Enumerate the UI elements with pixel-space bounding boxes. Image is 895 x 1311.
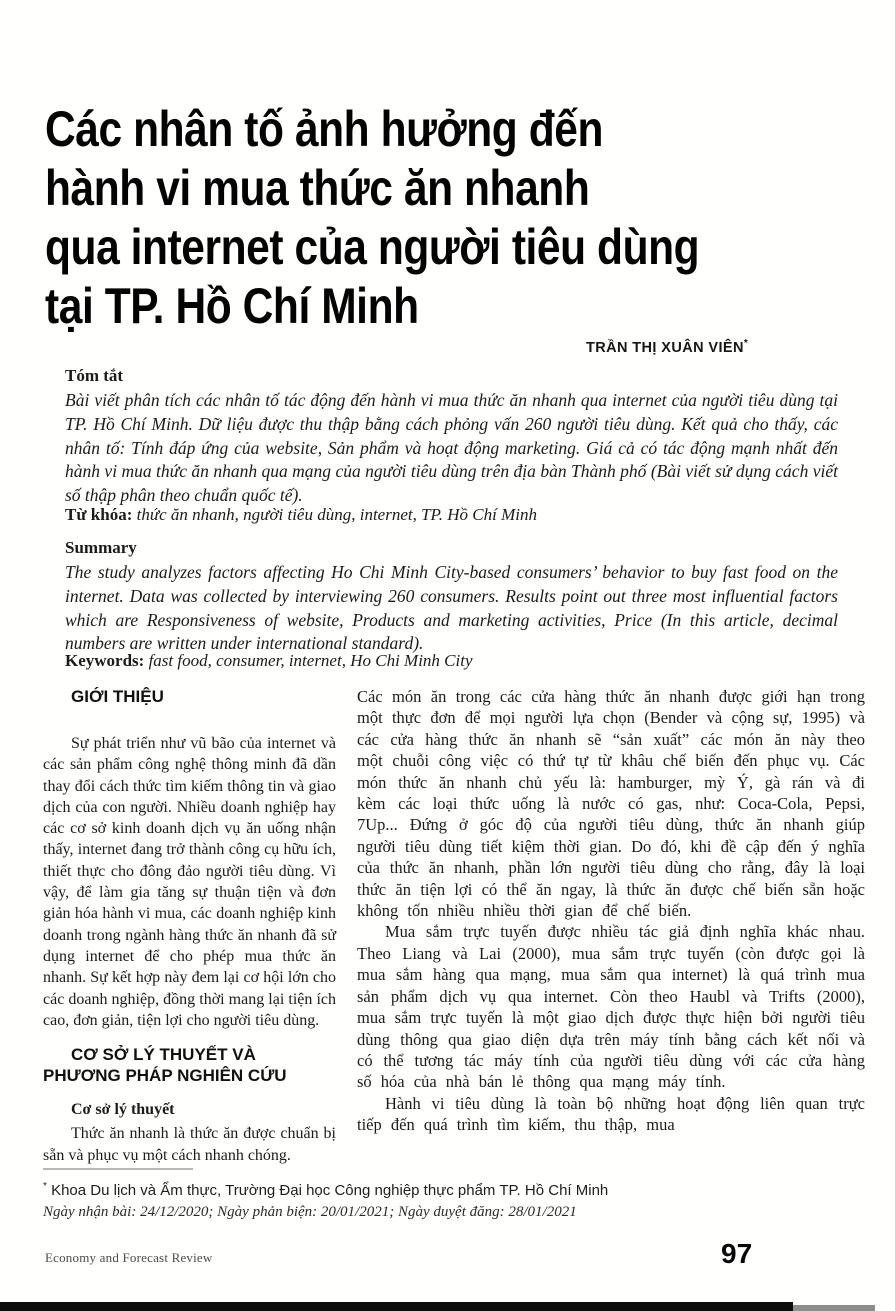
scan-edge-bar-light [793,1305,875,1311]
left-column [43,686,336,1166]
article-title [45,100,844,336]
title-line-3: qua internet của người tiêu dùng [45,219,700,275]
theory-paragraph: Thức ăn nhanh là thức ăn được chuẩn bị sẵn và phục vụ một cách nhanh chóng. [43,1125,336,1164]
summary-text: The study analyzes factors affecting Ho Chi Minh City-based consumers’ behavior to buy fast food on the internet. Data was collected by interviewing 260 consumers. Results point out three most influential factors which are Responsiveness of website, Products and marketing activities, Price (In this article, decimal numbers are written under international standard). [65,562,838,654]
keywords-vi-row [65,505,838,525]
keywords-en-text: fast food, consumer, internet, Ho Chi Minh City [148,651,473,670]
theory-methods-heading: CƠ SỞ LÝ THUYẾT VÀ PHƯƠNG PHÁP NGHIÊN CỨU [43,1045,287,1086]
intro-heading: GIỚI THIỆU [71,687,164,706]
abstract-label: Tóm tắt [65,366,124,385]
keywords-en-label: Keywords: [65,651,145,670]
paragraph-fastfood-definition: Các món ăn trong các cửa hàng thức ăn nhanh được giới hạn trong một thực đơn để mọi người lựa chọn (Bender và cộng sự, 1995) và các cửa hàng thức ăn nhanh sẽ “sản xuất” các món ăn này theo một chuỗi công việc có thứ tự từ khâu chế biến đến phục vụ. Các món thức ăn nhanh chủ yếu là: hamburger, mỳ Ý, gà rán và đi kèm các loại thức uống là nước có gas, như: Coca-Cola, Pepsi, 7Up... Đứng ở góc độ của người tiêu dùng, thức ăn nhanh giúp người tiêu dùng tiết kiệm thời gian. Do đó, khi đề cập đến ý nghĩa của thức ăn nhanh, phần lớn người tiêu dùng cho rằng, đây là loại thức ăn tiện lợi có thể ăn ngay, là thức ăn được chế biến sẵn hoặc không tốn nhiều nhiều thời gian để chế biến. [357,687,865,921]
footnote-dates: Ngày nhận bài: 24/12/2020; Ngày phản biện: 20/01/2021; Ngày duyệt đăng: 28/01/2021 [43,1204,577,1220]
intro-paragraph: Sự phát triển như vũ bão của internet và các sản phẩm công nghệ thông minh đã dần thay đổi cách thức tìm kiếm thông tin và giao dịch của con người. Nhiều doanh nghiệp hay các cơ sở kinh doanh dịch vụ ăn uống nhận thấy, internet đang trở thành công cụ hữu ích, thiết thực cho đông đảo người tiêu dùng. Vì vậy, để làm gia tăng sự thuận tiện và đơn giản hóa hành vi mua, các doanh nghiệp kinh doanh trong ngành hàng thức ăn nhanh đã sử dụng internet để cho phép mua thức ăn nhanh. Sự kết hợp này đem lại cơ hội lớn cho các doanh nghiệp, đồng thời mang lại tiện ích cao, đơn giản, tiện lợi cho người tiêu dùng. [43,735,336,1029]
keywords-vi-label: Từ khóa: [65,505,133,524]
footnote-mark: * [43,1181,47,1192]
abstract-text: Bài viết phân tích các nhân tố tác động đến hành vi mua thức ăn nhanh qua internet của người tiêu dùng tại TP. Hồ Chí Minh. Dữ liệu được thu thập bằng cách phỏng vấn 260 người tiêu dùng. Kết quả cho thấy, các nhân tố: Tính đáp ứng của website, Sản phẩm và hoạt động marketing. Giá cả có tác động mạnh nhất đến hành vi mua thức ăn nhanh qua mạng của người tiêu dùng trên địa bàn Thành phố (Bài viết sử dụng cách viết số thập phân theo chuẩn quốc tế). [65,390,838,506]
scan-edge-bar [0,1302,793,1311]
title-line-1: Các nhân tố ảnh hưởng đến [45,101,604,157]
author-footnote-mark: * [743,338,749,349]
abstract-section [65,366,838,508]
article-author [586,338,748,356]
footnote-separator [43,1168,193,1170]
author-name: TRẦN THỊ XUÂN VIÊN [586,339,744,356]
paragraph-online-shopping: Mua sắm trực tuyến được nhiều tác giả định nghĩa khác nhau. Theo Liang và Lai (2000), mua sắm trực tuyến (còn được gọi là mua sắm hàng qua mạng, mua sắm qua internet) là quá trình mua sản phẩm dịch vụ qua internet. Còn theo Haubl và Trifts (2000), mua sắm trực tuyến là một giao dịch được thực hiện bởi người tiêu dùng thông qua giao diện dựa trên máy tính bằng cách kết nối và có thể tương tác máy tính của người tiêu dùng với các cửa hàng số hóa của nhà bán lẻ thông qua mạng máy tính. [357,922,865,1092]
summary-label: Summary [65,538,137,557]
title-line-4: tại TP. Hồ Chí Minh [45,278,419,334]
summary-section [65,538,838,656]
keywords-en-row [65,651,838,671]
keywords-vi-text: thức ăn nhanh, người tiêu dùng, internet, TP. Hồ Chí Minh [136,505,537,524]
title-line-2: hành vi mua thức ăn nhanh [45,160,590,216]
paragraph-consumer-behavior: Hành vi tiêu dùng là toàn bộ những hoạt động liên quan trực tiếp đến quá trình tìm kiếm, thu thập, mua [357,1093,865,1135]
right-column [357,686,865,1136]
footnote-affiliation [43,1181,843,1199]
footer-journal-name: Economy and Forecast Review [45,1250,213,1265]
footnote-affiliation-text: Khoa Du lịch và Ẩm thực, Trường Đại học Công nghiệp thực phẩm TP. Hồ Chí Minh [51,1182,609,1199]
footer-page-number: 97 [721,1238,753,1269]
theory-subheading: Cơ sở lý thuyết [71,1101,175,1119]
